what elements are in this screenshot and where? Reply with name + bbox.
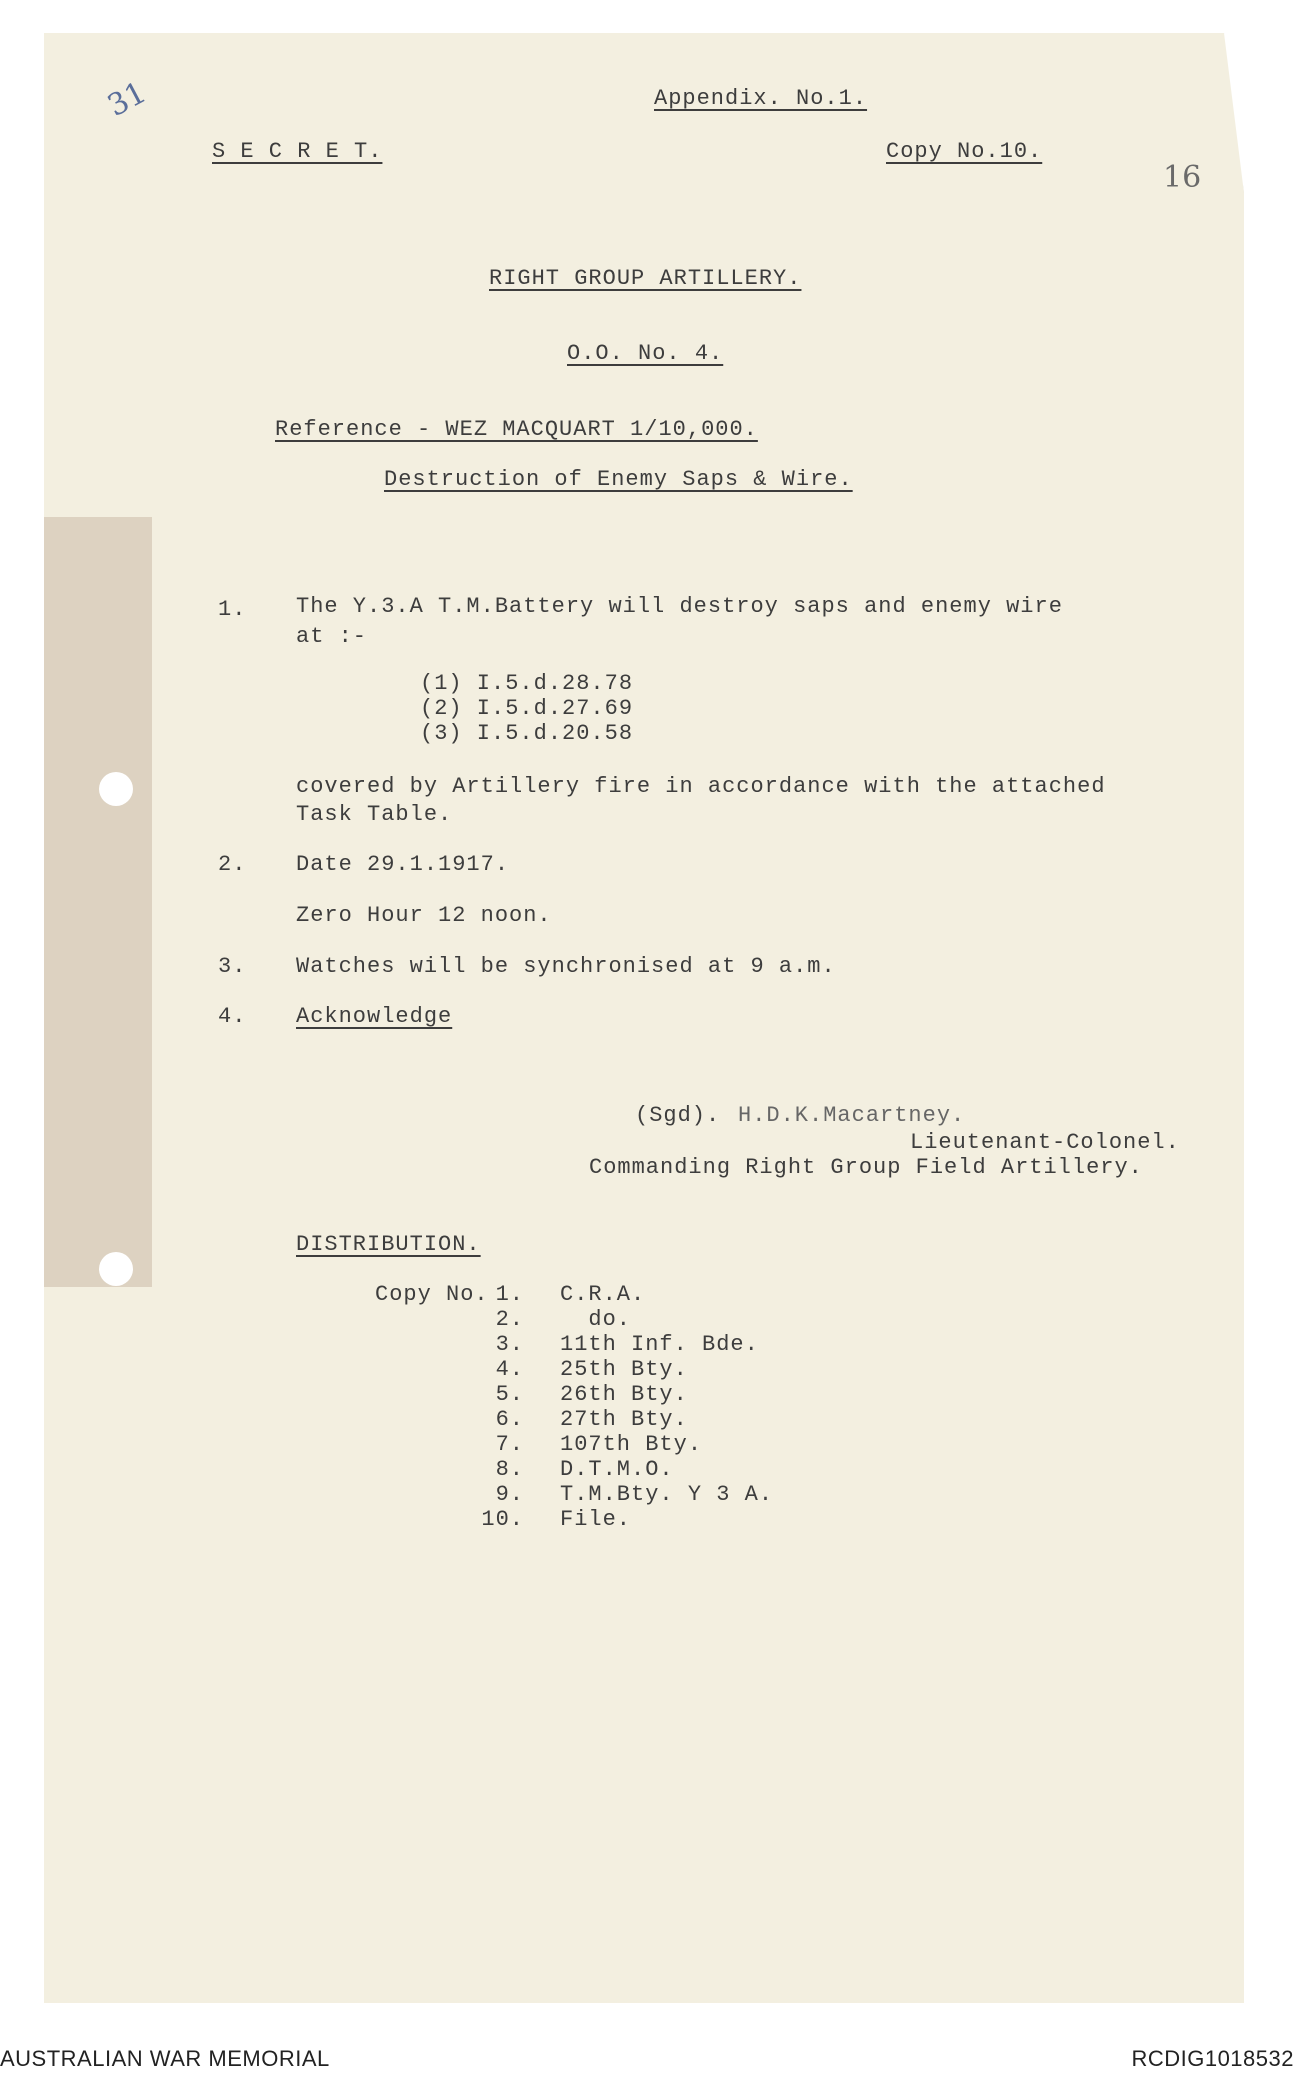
copy-recipient: 27th Bty.	[560, 1407, 688, 1432]
paragraph-number: 1.	[218, 597, 247, 622]
target-item: (3) I.5.d.20.58	[420, 721, 634, 746]
distribution-heading: DISTRIBUTION.	[296, 1232, 481, 1257]
punch-hole	[99, 772, 133, 806]
zero-hour-line: Zero Hour 12 noon.	[296, 903, 552, 928]
order-subject: Destruction of Enemy Saps & Wire.	[384, 467, 853, 492]
copy-number: 1.	[495, 1282, 524, 1307]
covering-fire-text-cont: Task Table.	[296, 802, 453, 827]
unit-heading: RIGHT GROUP ARTILLERY.	[489, 266, 802, 291]
signatory-name: H.D.K.Macartney.	[738, 1103, 966, 1128]
target-item: (2) I.5.d.27.69	[420, 696, 634, 721]
paragraph-number: 4.	[218, 1004, 247, 1029]
copy-number: 5.	[495, 1382, 524, 1407]
copy-recipient: do.	[560, 1307, 632, 1332]
folio-mark-right: 16	[1163, 160, 1202, 195]
binding-tab-strip	[44, 517, 152, 1287]
copy-number: 7.	[495, 1432, 524, 1457]
signed-marker: (Sgd).	[635, 1103, 721, 1128]
paragraph-1-text: The Y.3.A T.M.Battery will destroy saps and enemy wire	[296, 594, 1063, 619]
copy-recipient: C.R.A.	[560, 1282, 646, 1307]
copy-number: 6.	[495, 1407, 524, 1432]
archive-footer-left: AUSTRALIAN WAR MEMORIAL	[0, 2046, 330, 2071]
copy-recipient: File.	[560, 1507, 632, 1532]
copy-number: 2.	[495, 1307, 524, 1332]
punch-hole	[99, 1252, 133, 1286]
copy-recipient: 107th Bty.	[560, 1432, 703, 1457]
copy-number: 9.	[495, 1482, 524, 1507]
paragraph-number: 3.	[218, 954, 247, 979]
copy-number: 4.	[495, 1357, 524, 1382]
copy-recipient: 11th Inf. Bde.	[560, 1332, 759, 1357]
copy-number: 3.	[495, 1332, 524, 1357]
archive-footer-right: RCDIG1018532	[1131, 2046, 1294, 2071]
signatory-rank: Lieutenant-Colonel.	[910, 1130, 1180, 1155]
acknowledge-line: Acknowledge	[296, 1004, 453, 1029]
classification-label: S E C R E T.	[212, 139, 383, 164]
covering-fire-text: covered by Artillery fire in accordance with the attached	[296, 774, 1106, 799]
synchronise-line: Watches will be synchronised at 9 a.m.	[296, 954, 836, 979]
paragraph-1-text-cont: at :-	[296, 624, 368, 649]
folio-mark-left: 31	[102, 75, 153, 124]
paragraph-number: 2.	[218, 852, 247, 877]
copy-number: 8.	[495, 1457, 524, 1482]
map-reference: Reference - WEZ MACQUART 1/10,000.	[275, 417, 758, 442]
copy-recipient: 26th Bty.	[560, 1382, 688, 1407]
copy-recipient: T.M.Bty. Y 3 A.	[560, 1482, 774, 1507]
target-item: (1) I.5.d.28.78	[420, 671, 634, 696]
date-line: Date 29.1.1917.	[296, 852, 510, 877]
copy-recipient: D.T.M.O.	[560, 1457, 674, 1482]
copy-number: 10.	[481, 1507, 524, 1532]
copy-prefix: Copy No.	[375, 1282, 489, 1307]
copy-recipient: 25th Bty.	[560, 1357, 688, 1382]
appendix-label: Appendix. No.1.	[654, 86, 868, 111]
signatory-appointment: Commanding Right Group Field Artillery.	[589, 1155, 1143, 1180]
copy-number-label: Copy No.10.	[886, 139, 1043, 164]
order-number: O.O. No. 4.	[567, 341, 724, 366]
